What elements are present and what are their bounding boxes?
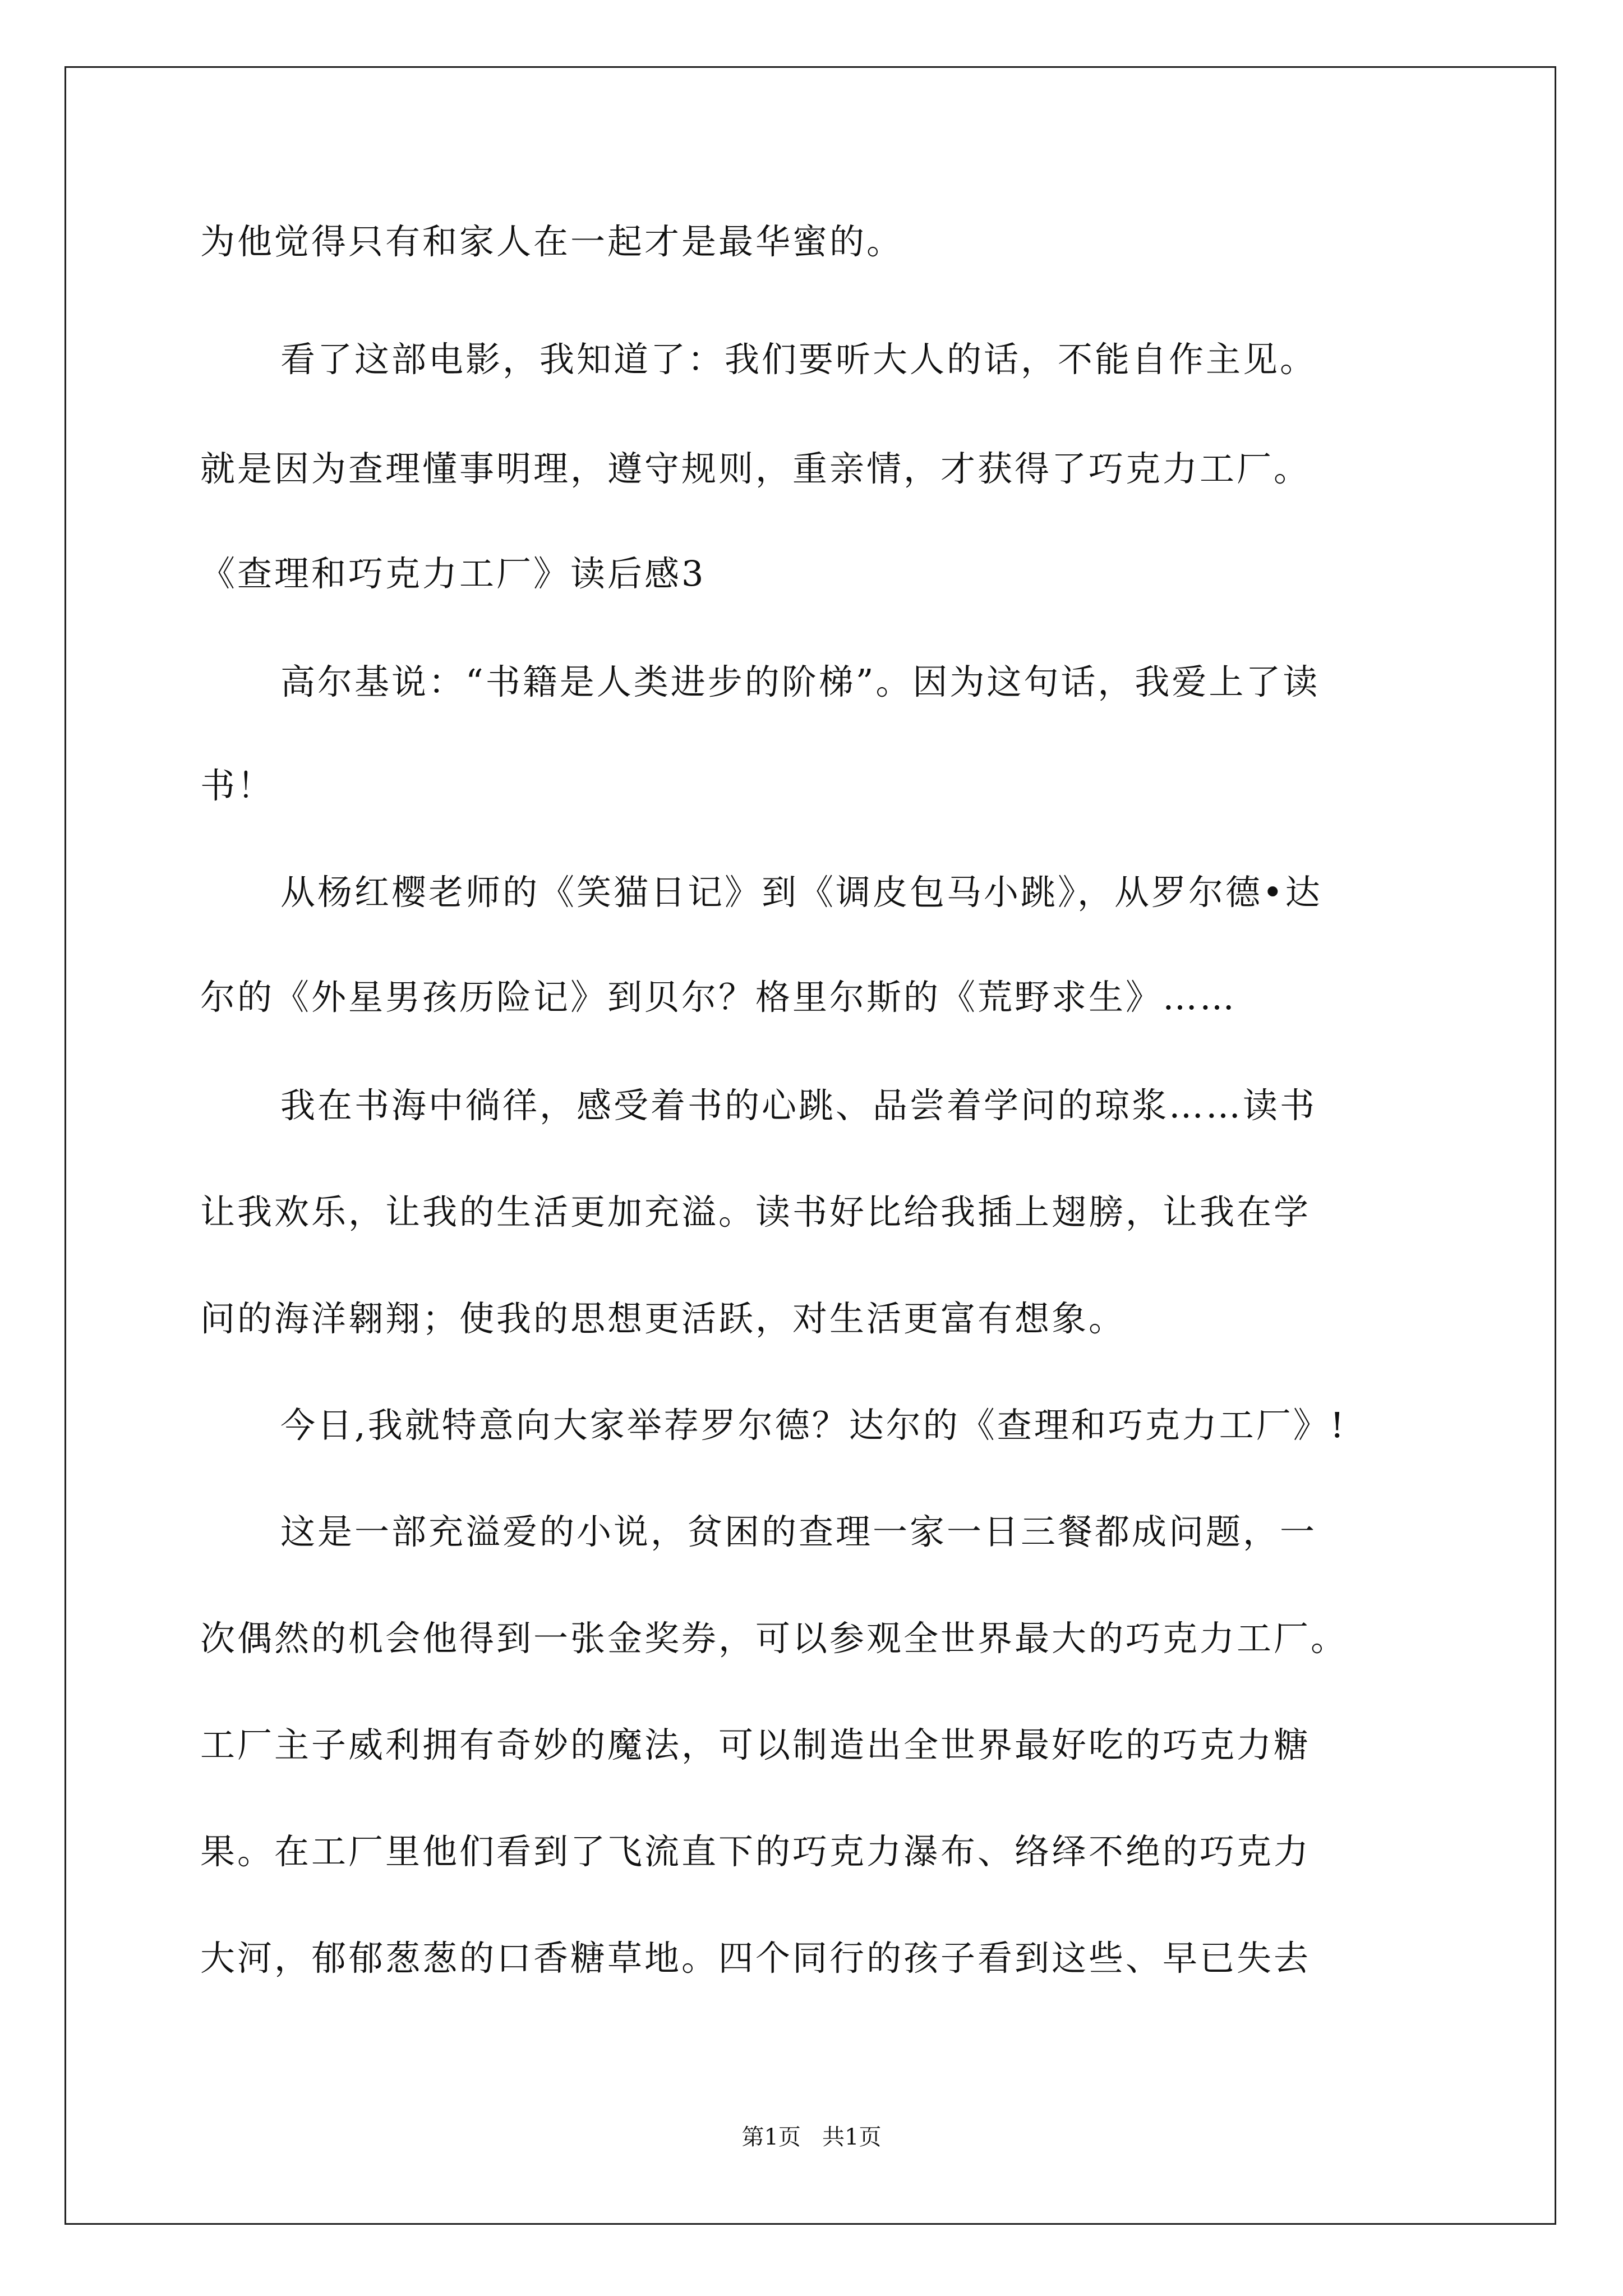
text-line: 书！ — [200, 765, 275, 806]
text-line: 高尔基说：“书籍是人类进步的阶梯”。因为这句话，我爱上了读 — [280, 661, 1320, 702]
section-heading: 《查理和巧克力工厂》读后感3 — [200, 553, 706, 594]
text-line: 我在书海中徜徉，感受着书的心跳、品尝着学问的琼浆……读书 — [280, 1085, 1317, 1126]
text-line: 大河，郁郁葱葱的口香糖草地。四个同行的孩子看到这些、早已失去 — [200, 1938, 1311, 1978]
text-line: 从杨红樱老师的《笑猫日记》到《调皮包马小跳》，从罗尔德•达 — [280, 872, 1322, 913]
text-line: 看了这部电影，我知道了：我们要听大人的话，不能自作主见。 — [280, 339, 1317, 380]
text-line: 问的海洋翱翔；使我的思想更活跃，对生活更富有想象。 — [200, 1298, 1126, 1339]
text-line: 这是一部充溢爱的小说，贫困的查理一家一日三餐都成问题，一 — [280, 1511, 1317, 1552]
text-line: 让我欢乐，让我的生活更加充溢。读书好比给我插上翅膀，让我在学 — [200, 1191, 1311, 1232]
page-frame — [64, 66, 1556, 2225]
text-line: 今日,我就特意向大家举荐罗尔德？达尔的《查理和巧克力工厂》! — [280, 1405, 1347, 1446]
text-line: 就是因为查理懂事明理，遵守规则，重亲情，才获得了巧克力工厂。 — [200, 448, 1311, 489]
page-footer: 第1页 共1页 — [741, 2124, 882, 2150]
text-line: 次偶然的机会他得到一张金奖券，可以参观全世界最大的巧克力工厂。 — [200, 1618, 1348, 1659]
text-line: 为他觉得只有和家人在一起才是最华蜜的。 — [200, 221, 904, 262]
text-line: 尔的《外星男孩历险记》到贝尔？格里尔斯的《荒野求生》…… — [200, 977, 1237, 1018]
text-line: 工厂主子威利拥有奇妙的魔法，可以制造出全世界最好吃的巧克力糖 — [200, 1724, 1311, 1765]
text-line: 果。在工厂里他们看到了飞流直下的巧克力瀑布、络绎不绝的巧克力 — [200, 1831, 1311, 1872]
